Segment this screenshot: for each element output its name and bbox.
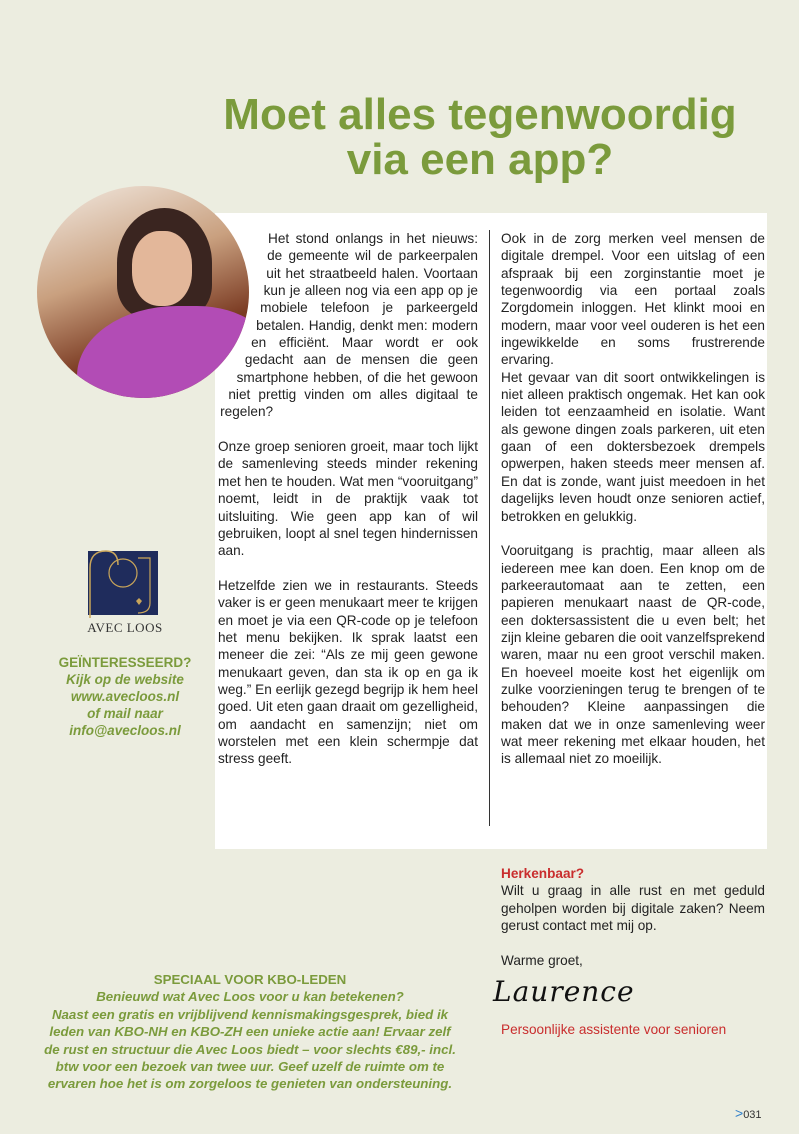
paragraph: Het gevaar van dit soort ontwikkelingen is niet alleen praktisch ongemak. Het kan ook leiden tot eenzaamheid en isolatie. Want als gewone dingen zoals parkeren, uit eten gaan of een doktersbezoek drempels opwerpen, haken steeds meer mensen af. En dat is zonde, want juist meedoen in het dagelijks leven houdt onze senioren actief, betrokken en gelukkig. xyxy=(501,369,765,524)
closing-heading: Herkenbaar? xyxy=(501,866,585,881)
kbo-heading: SPECIAAL VOOR KBO-LEDEN xyxy=(153,972,347,987)
paragraph: Ook in de zorg merken veel mensen de digitale drempel. Voor een uitslag of een afspraak bij een zorginstantie moet je tegenwoordig via een portaal zoals Zorgdomein inloggen. Het klinkt mooi en modern, maar voor veel ouderen is het een ingewikkelde en soms frustrerende ervaring. xyxy=(501,231,765,368)
paragraph: Onze groep senioren groeit, maar toch lijkt de samenleving steeds minder rekening met hen te houden. Wat men “vooruitgang” noemt, leidt in de praktijk vaak tot uitsluiting. Wie geen app kan of wil gebruiken, loopt al snel tegen hindernissen aan. xyxy=(218,439,478,559)
arrow-icon: > xyxy=(735,1105,744,1121)
contact-sidebar xyxy=(40,654,210,739)
kbo-body: Naast een gratis en vrijblijvend kennismakingsgesprek, bied ik leden van KBO-NH en KBO-ZH een unieke actie aan! Ervaar zelf de rust en structuur die Avec Loos biedt – voor slechts €89,- incl. btw voor een bezoek van twee uur. Geef uzelf de ruimte om te ervaren hoe het is om zorgeloos te genieten van ondersteuning. xyxy=(44,1006,456,1092)
sidebar-text: Kijk op de website xyxy=(66,672,184,687)
signature: Laurence xyxy=(493,975,635,1008)
page-number-text: 031 xyxy=(743,1109,762,1121)
page-number xyxy=(735,1105,762,1121)
article-column-left xyxy=(218,230,478,768)
paragraph: Vooruitgang is prachtig, maar alleen als iedereen mee kan doen. Een knop om de parkeerautomaat aan te zetten, een papieren menukaart naast de QR-code, een doktersassistent die u even belt; het zijn kleine gebaren die ooit vanzelfsprekend waren, maar nu een groot verschil maken. En hoeveel moeite kost het eigenlijk om zulke voorzieningen terug te brengen of te behouden? Kleine aanpassingen die maken dat we in onze samenleving weer wat meer rekening met elkaar houden, het is allemaal niet zo moeilijk. xyxy=(501,543,765,767)
paragraph: Hetzelfde zien we in restaurants. Steeds vaker is er geen menukaart meer te krijgen en moet je via een QR-code op je telefoon het menu bekijken. Ik sprak laatst een meneer die zei: “Als ze mij geen gewone menukaart geven, dan sta ik op en ga ik weg.” En eerlijk gezegd begrijp ik hem heel goed. Uit eten gaan draait om gezelligheid, om aandacht en samenzijn; niet om worstelen met een klein schermpje dat stress geeft. xyxy=(218,577,478,767)
column-divider xyxy=(489,230,490,826)
website-link[interactable]: www.avecloos.nl xyxy=(70,689,180,704)
article-column-right xyxy=(501,230,765,768)
title-line-1: Moet alles tegenwoordig xyxy=(223,90,737,139)
kbo-subheading: Benieuwd wat Avec Loos voor u kan betekenen? xyxy=(96,989,404,1005)
page-title xyxy=(195,92,765,182)
closing-body: Wilt u graag in alle rust en met geduld geholpen worden bij digitale zaken? Neem gerust contact met mij op. xyxy=(501,883,765,934)
author-role: Persoonlijke assistente voor senioren xyxy=(501,1022,727,1037)
title-line-2: via een app? xyxy=(346,135,614,184)
avec-loos-logo-icon xyxy=(88,551,158,615)
logo-text: AVEC LOOS xyxy=(87,620,163,635)
kbo-offer xyxy=(40,971,460,1093)
sidebar-heading: GEÏNTERESSEERD? xyxy=(58,655,192,670)
sidebar-text: of mail naar xyxy=(87,706,163,721)
email-link[interactable]: info@avecloos.nl xyxy=(69,723,181,738)
closing-greeting: Warme groet, xyxy=(501,953,583,969)
closing-section xyxy=(501,865,765,969)
paragraph: Het stond onlangs in het nieuws: de gemeente wil de parkeerpalen uit het straatbeeld halen. Voortaan kun je alleen nog via een app op je mobiele telefoon je parkeergeld betalen. Handig, denkt men: modern en efficiënt. Maar wordt er ook gedacht aan de mensen die geen smartphone hebben, of die het gewoon niet prettig vinden om alles digitaal te regelen? xyxy=(220,231,478,420)
